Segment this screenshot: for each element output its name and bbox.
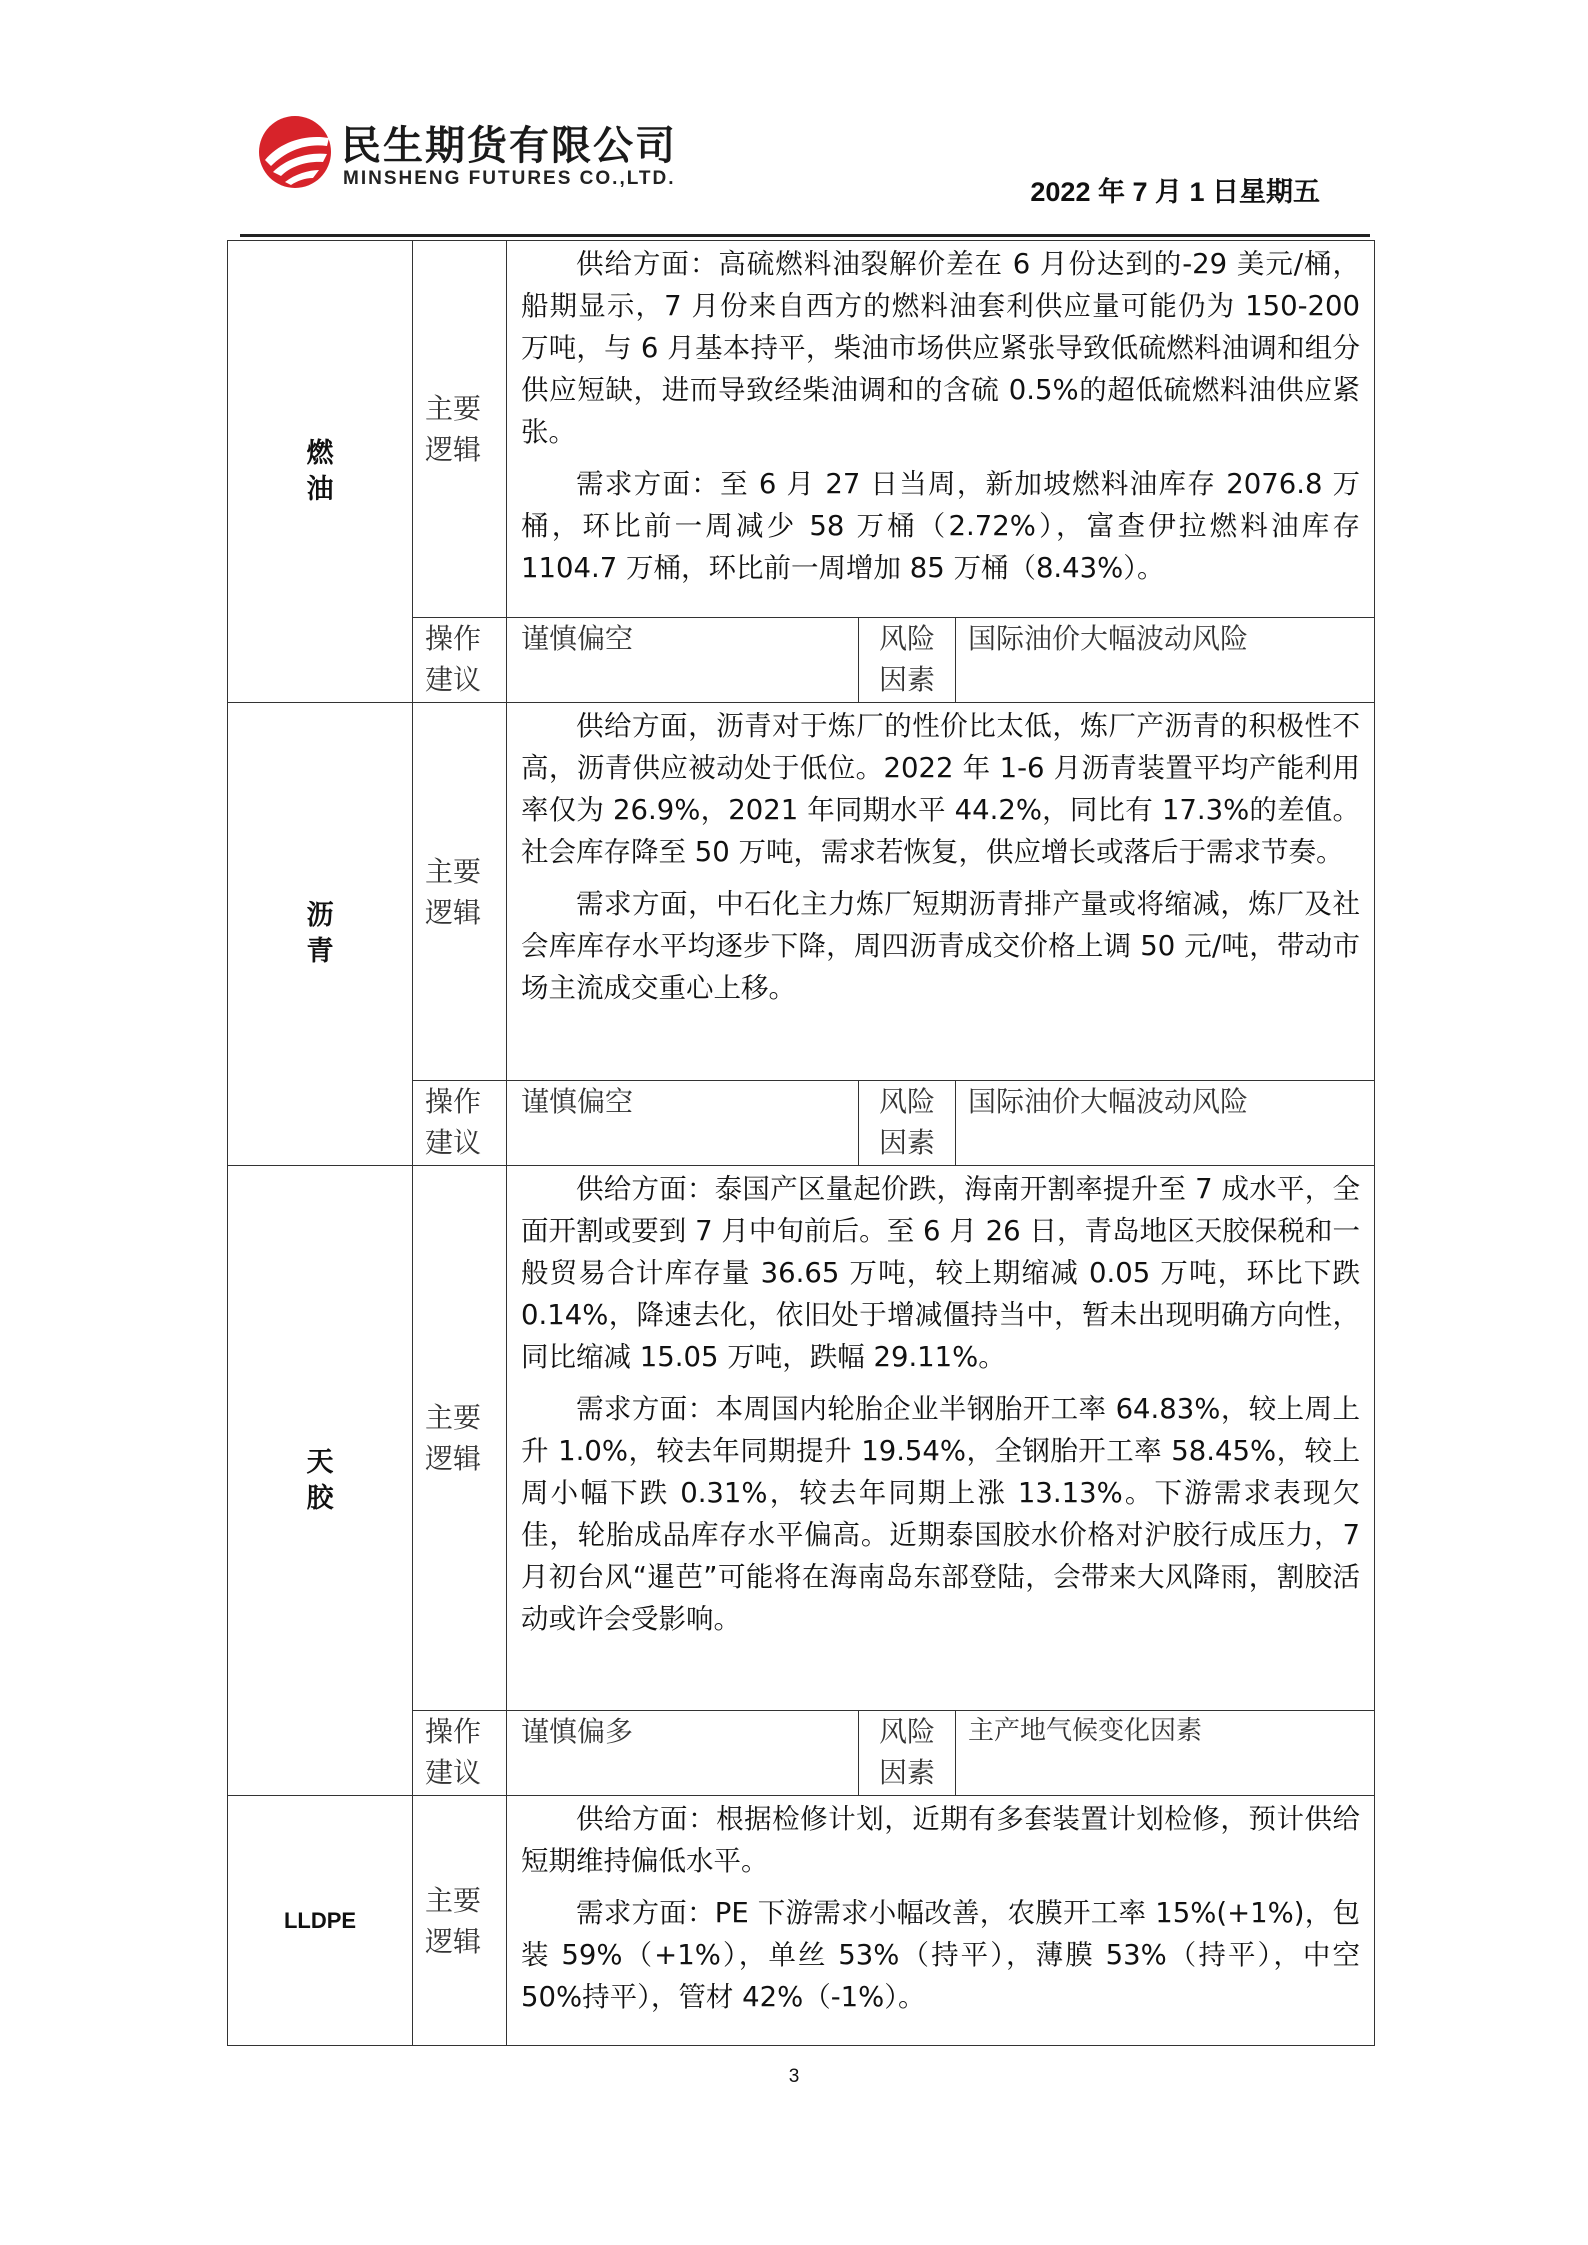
operation-value: 谨慎偏空 [521,1085,634,1118]
logic-label: 主要逻辑 [425,392,482,466]
demand-paragraph: 需求方面：至 6 月 27 日当周，新加坡燃料油库存 2076.8 万桶，环比前一周减少 58 万桶（2.72%），富查伊拉燃料油库存 1104.7 万桶，环比前一周增加 85 万桶（8.43%）。 [521,468,1361,584]
commodity-name: LLDPE [283,1907,357,1933]
report-date: 2022 年 7 月 1 日星期五 [1030,177,1320,207]
operation-value: 谨慎偏空 [521,622,634,655]
operation-label: 操作建议 [425,622,482,696]
section-fuel-oil-logic-row [228,241,1375,618]
supply-paragraph: 供给方面：根据检修计划，近期有多套装置计划检修，预计供给短期维持偏低水平。 [521,1803,1361,1877]
commodity-cell [228,703,413,1166]
operation-value-cell [507,1711,859,1796]
company-logo [255,112,725,194]
section-lldpe-logic-row [228,1796,1375,2046]
commodity-name: 沥青 [306,900,334,967]
operation-label: 操作建议 [425,1085,482,1159]
minsheng-logo-icon [255,112,335,192]
section-asphalt-logic-row [228,703,1375,1081]
commodity-name: 燃油 [306,437,334,505]
logic-label: 主要逻辑 [425,854,482,929]
header-divider [240,234,1370,237]
operation-value-cell [507,1081,859,1166]
commodity-cell [228,1166,413,1796]
risk-value: 主产地气候变化因素 [968,1716,1203,1746]
commodity-table [227,240,1375,2046]
risk-label: 风险因素 [879,622,936,696]
risk-label-cell [859,1711,956,1796]
logic-content-cell [507,241,1375,618]
section-rubber-logic-row [228,1166,1375,1711]
company-name-cn: 民生期货有限公司 [341,123,677,169]
operation-label-cell [413,1081,507,1166]
risk-label-cell [859,1081,956,1166]
demand-paragraph: 需求方面：PE 下游需求小幅改善，农膜开工率 15%(+1%)，包装 59%（+1%），单丝 53%（持平），薄膜 53%（持平），中空 50%持平），管材 42%（-1%）。 [521,1897,1361,2013]
logic-label-cell [413,1166,507,1711]
page-number: 3 [788,2066,800,2087]
demand-paragraph: 需求方面：本周国内轮胎企业半钢胎开工率 64.83%，较上周上升 1.0%，较去年同期提升 19.54%，全钢胎开工率 58.45%，较上周小幅下跌 0.31%，较去年同期上涨 13.13%。下游需求表现欠佳，轮胎成品库存水平偏高。近期泰国胶水价格对沪胶行成压力，7 月初台风“暹芭”可能将在海南岛东部登陆，会带来大风降雨，割胶活动或许会受影响。 [521,1393,1361,1635]
demand-paragraph: 需求方面，中石化主力炼厂短期沥青排产量或将缩减，炼厂及社会库库存水平均逐步下降，周四沥青成交价格上调 50 元/吨，带动市场主流成交重心上移。 [521,888,1361,1004]
logic-content-cell [507,1796,1375,2046]
logic-label: 主要逻辑 [425,1883,482,1958]
risk-value-cell [956,618,1375,703]
operation-value: 谨慎偏多 [521,1715,634,1748]
risk-label: 风险因素 [879,1085,936,1159]
logic-label-cell [413,241,507,618]
risk-value-cell [956,1711,1375,1796]
risk-value: 国际油价大幅波动风险 [968,1085,1249,1118]
operation-label-cell [413,1711,507,1796]
supply-paragraph: 供给方面，沥青对于炼厂的性价比太低，炼厂产沥青的积极性不高，沥青供应被动处于低位。2022 年 1-6 月沥青装置平均产能利用率仅为 26.9%，2021 年同期水平 44.2%，同比有 17.3%的差值。社会库存降至 50 万吨，需求若恢复，供应增长或落后于需求节奏。 [521,710,1361,868]
company-name-en: MINSHENG FUTURES CO.,LTD. [343,168,676,189]
logic-content-cell [507,703,1375,1081]
risk-label: 风险因素 [879,1715,936,1789]
risk-label-cell [859,618,956,703]
risk-value: 国际油价大幅波动风险 [968,622,1249,655]
risk-value-cell [956,1081,1375,1166]
commodity-cell [228,241,413,703]
supply-paragraph: 供给方面：泰国产区量起价跌，海南开割率提升至 7 成水平，全面开割或要到 7 月中旬前后。至 6 月 26 日，青岛地区天胶保税和一般贸易合计库存量 36.65 万吨，较上期缩减 0.05 万吨，环比下跌 0.14%，降速去化，依旧处于增减僵持当中，暂未出现明确方向性，同比缩减 15.05 万吨，跌幅 29.11%。 [521,1173,1361,1373]
logic-label-cell [413,1796,507,2046]
commodity-name: 天胶 [306,1446,334,1514]
logic-label-cell [413,703,507,1081]
logic-content-cell [507,1166,1375,1711]
operation-value-cell [507,618,859,703]
operation-label: 操作建议 [425,1715,482,1789]
operation-label-cell [413,618,507,703]
supply-paragraph: 供给方面：高硫燃料油裂解价差在 6 月份达到的-29 美元/桶，船期显示，7 月份来自西方的燃料油套利供应量可能仍为 150-200 万吨，与 6 月基本持平，柴油市场供应紧张导致低硫燃料油调和组分供应短缺，进而导致经柴油调和的含硫 0.5%的超低硫燃料油供应紧张。 [521,248,1361,448]
logic-label: 主要逻辑 [425,1401,482,1475]
commodity-cell [228,1796,413,2046]
